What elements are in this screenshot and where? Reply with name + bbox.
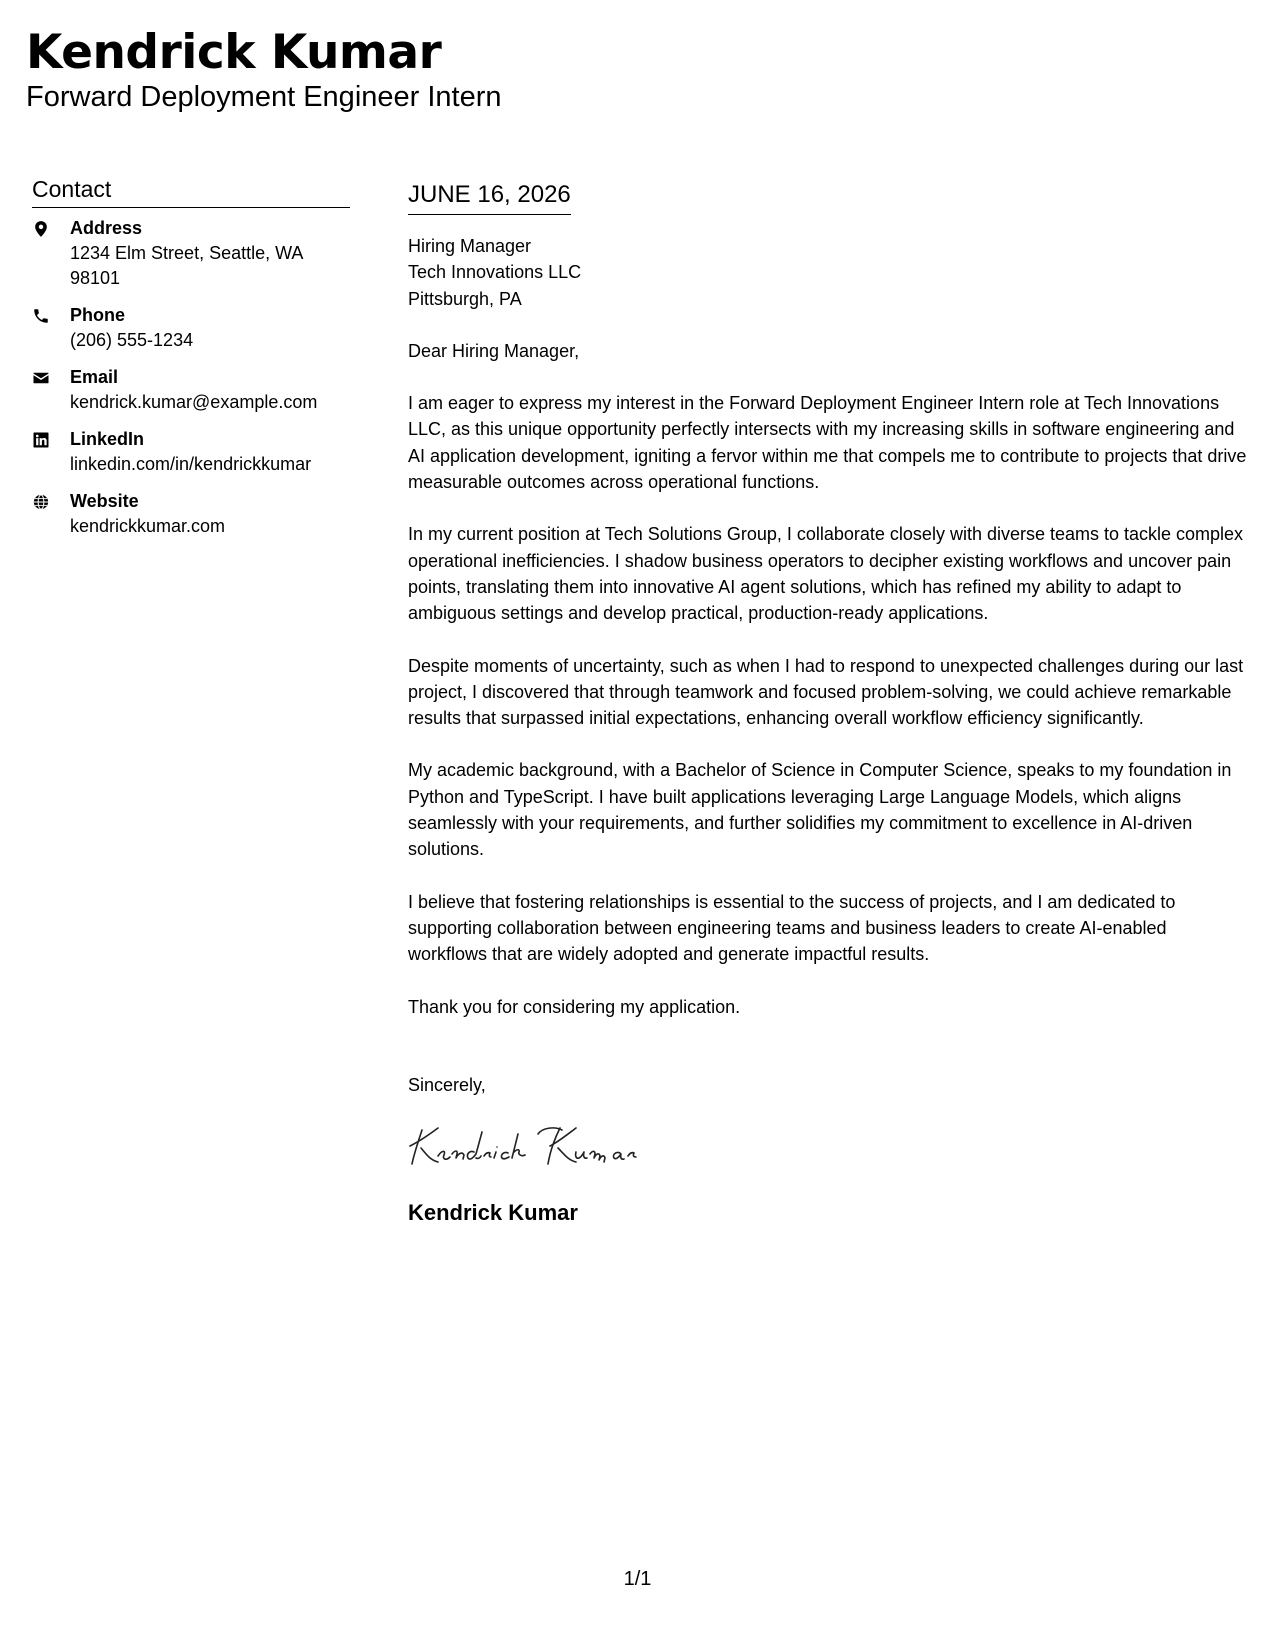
- recipient-block: [408, 233, 1250, 312]
- contact-label: Email: [70, 367, 119, 387]
- recipient-location: Pittsburgh, PA: [408, 288, 522, 309]
- globe-icon: [32, 489, 70, 511]
- letter-date: JUNE 16, 2026: [408, 178, 571, 215]
- website-value[interactable]: kendrickkumar.com: [70, 516, 226, 536]
- letter-paragraph: Despite moments of uncertainty, such as when I had to respond to unexpected challenges during our last project, I discovered that through teamwork and focused problem-solving, we could achieve remarkable results that surpassed initial expectations, enhancing overall workflow efficiency significantly.: [408, 655, 1244, 729]
- contact-label: Website: [70, 491, 139, 511]
- linkedin-icon: [32, 427, 70, 449]
- letter-paragraph: In my current position at Tech Solutions Group, I collaborate closely with diverse teams to tackle complex operational inefficiencies. I shadow business operators to decipher existing workflows and uncover pain points, translating them into innovative AI agent solutions, which has refined my ability to adapt to ambiguous settings and develop practical, production-ready applications.: [408, 524, 1244, 624]
- page-number: 1/1: [623, 1568, 652, 1590]
- map-pin-icon: [32, 216, 70, 238]
- contact-email: [32, 365, 350, 415]
- contact-heading: Contact: [32, 172, 350, 208]
- envelope-icon: [32, 365, 70, 387]
- contact-phone: [32, 303, 350, 353]
- letter-paragraph: Thank you for considering my application.: [408, 996, 741, 1017]
- email-value[interactable]: kendrick.kumar@example.com: [70, 392, 318, 412]
- contact-sidebar: [32, 172, 350, 551]
- contact-website: [32, 489, 350, 539]
- contact-linkedin: [32, 427, 350, 477]
- signature-drawing: [408, 1116, 668, 1176]
- contact-label: Phone: [70, 305, 126, 325]
- contact-label: Address: [70, 218, 143, 238]
- signer-name: Kendrick Kumar: [408, 1200, 578, 1226]
- address-value: 1234 Elm Street, Seattle, WA 98101: [70, 243, 303, 288]
- letter-paragraph: My academic background, with a Bachelor of Science in Computer Science, speaks to my foundation in Python and TypeScript. I have built applications leveraging Large Language Models, which aligns seamlessly with your requirements, and further solidifies my commitment to excellence in AI-driven solutions.: [408, 760, 1232, 860]
- cover-letter: [408, 178, 1250, 1228]
- recipient-company: Tech Innovations LLC: [408, 262, 582, 283]
- phone-value: (206) 555-1234: [70, 330, 194, 350]
- resume-header: [26, 24, 502, 114]
- closing: Sincerely,: [408, 1074, 486, 1095]
- contact-address: [32, 216, 350, 291]
- handwritten-signature: [408, 1116, 1250, 1176]
- letter-paragraph: I believe that fostering relationships is essential to the success of projects, and I am dedicated to supporting collaboration between engineering teams and business leaders to create AI-enabled workflows that are widely adopted and generate impactful results.: [408, 891, 1176, 965]
- applicant-name: Kendrick Kumar: [26, 25, 442, 80]
- contact-label: LinkedIn: [70, 429, 145, 449]
- applicant-role: Forward Deployment Engineer Intern: [26, 81, 502, 113]
- recipient-title: Hiring Manager: [408, 236, 532, 256]
- linkedin-value[interactable]: linkedin.com/in/kendrickkumar: [70, 454, 312, 474]
- letter-paragraph: I am eager to express my interest in the Forward Deployment Engineer Intern role at Tech Innovations LLC, as this unique opportunity perfectly intersects with my increasing skills in software engineering and AI application development, igniting a fervor within me that compels me to contribute to projects that drive measurable outcomes across operational functions.: [408, 393, 1247, 493]
- phone-icon: [32, 303, 70, 325]
- salutation: Dear Hiring Manager,: [408, 340, 580, 361]
